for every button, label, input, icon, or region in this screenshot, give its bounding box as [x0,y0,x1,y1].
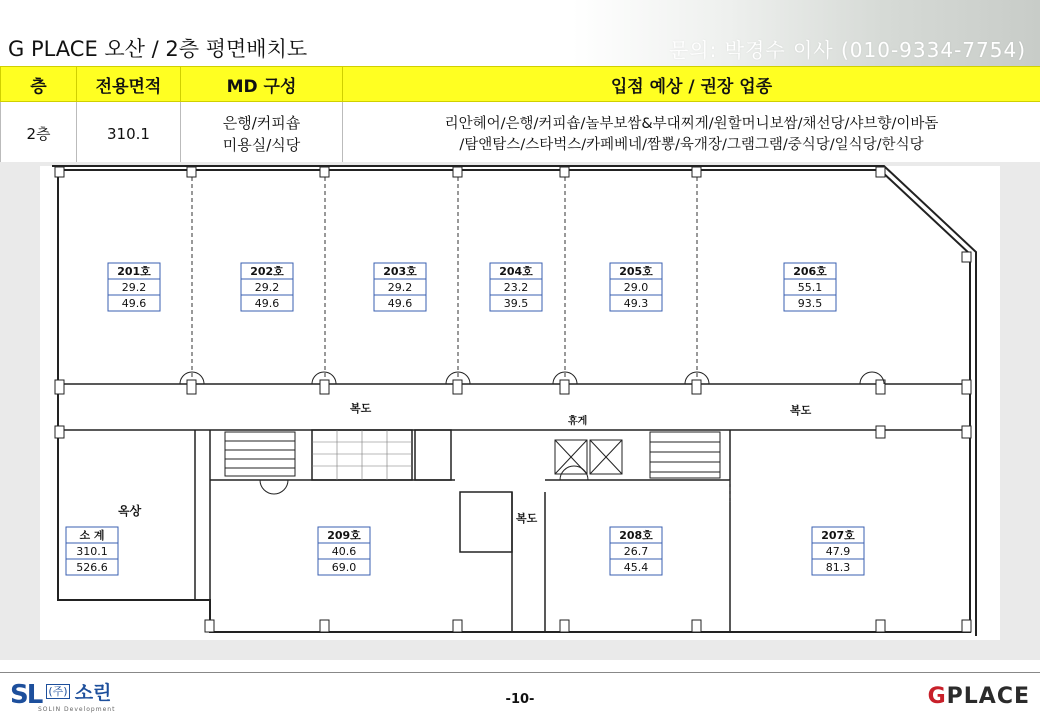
unit-label-value-1: 26.7 [623,545,649,558]
col-header-tenants: 입점 예상 / 권장 업종 [343,67,1040,102]
corridor-label-mid: 복도 [516,512,538,525]
subtotal-label-value-2: 526.6 [76,561,108,574]
unit-label-id: 209호 [327,529,361,542]
info-table-header [1,67,1040,102]
info-table-row [1,102,1040,169]
unit-label-value-1: 55.1 [797,281,823,294]
info-table [0,66,1040,169]
unit-label-value-2: 39.5 [503,297,529,310]
footer-rule [0,672,1040,673]
subtotal-label-id: 소 계 [79,529,105,542]
solin-logo-name: 소린 [74,682,112,704]
cell-area: 310.1 [77,102,181,169]
unit-label-value-2: 45.4 [623,561,649,574]
unit-label [610,527,662,575]
unit-label-value-1: 29.2 [254,281,280,294]
roof-label: 옥상 [118,504,142,518]
unit-label-value-2: 81.3 [825,561,851,574]
unit-label-value-2: 49.6 [387,297,413,310]
unit-label-id: 205호 [619,265,653,278]
cell-floor: 2층 [1,102,77,169]
unit-label-value-1: 29.0 [623,281,649,294]
unit-label [784,263,836,311]
unit-label-id: 208호 [619,529,653,542]
unit-label-id: 201호 [117,265,151,278]
stair-label: 휴게 [568,416,588,427]
unit-label-value-2: 49.6 [254,297,280,310]
unit-label-id: 207호 [821,529,855,542]
col-header-floor: 층 [1,67,77,102]
unit-label-value-2: 69.0 [331,561,357,574]
unit-label-id: 203호 [383,265,417,278]
tenants-line-1: 리안헤어/은행/커피숍/놀부보쌈&부대찌게/원할머니보쌈/채선당/샤브향/이바돔 [444,115,939,132]
unit-label-value-1: 23.2 [503,281,529,294]
unit-label [318,527,370,575]
tenants-line-2: /탐앤탐스/스타벅스/카페베네/짬뽕/육개장/그램그램/중식당/일식당/한식당 [459,137,924,153]
unit-label [610,263,662,311]
subtotal-label-value-1: 310.1 [76,545,108,558]
unit-label [812,527,864,575]
col-header-md: MD 구성 [181,67,343,102]
unit-label-id: 204호 [499,265,533,278]
unit-label [490,263,542,311]
solin-logo-sub: SOLIN Development [38,706,116,713]
corridor-label-right: 복도 [790,404,812,417]
unit-label-value-1: 40.6 [331,545,357,558]
unit-label-value-1: 47.9 [825,545,851,558]
page-number: -10- [505,692,535,707]
contact-info: 문의: 박경수 이사 (010-9334-7754) [668,38,1026,62]
unit-label [374,263,426,311]
col-header-area: 전용면적 [77,67,181,102]
cell-md [181,102,343,169]
unit-label [241,263,293,311]
unit-label-id: 206호 [793,265,827,278]
md-line-2: 미용실/식당 [222,136,301,154]
subtotal-label [66,527,118,575]
gplace-logo-text: PLACE [946,684,1030,709]
gplace-logo-g: G [927,684,947,709]
unit-label-value-2: 49.6 [121,297,147,310]
unit-label-value-1: 29.2 [387,281,413,294]
corridor-label-left: 복도 [350,402,372,415]
cell-tenants [343,102,1040,169]
unit-label-value-1: 29.2 [121,281,147,294]
unit-label [108,263,160,311]
unit-label-id: 202호 [250,265,284,278]
solin-logo-corp: (주) [48,685,68,698]
gplace-logo [928,684,1030,709]
page-title: G PLACE 오산 / 2층 평면배치도 [8,37,308,61]
md-line-1: 은행/커피숍 [222,114,301,133]
unit-label-value-2: 93.5 [797,297,823,310]
unit-label-value-2: 49.3 [623,297,649,310]
floor-plan-area [0,162,1040,660]
floor-plan [0,162,1040,660]
solin-logo-mark: SL [10,680,42,710]
